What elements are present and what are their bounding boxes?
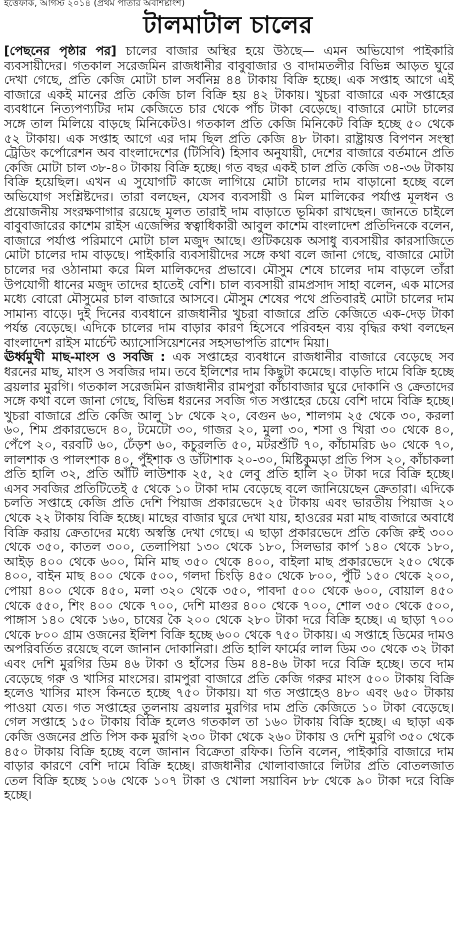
paragraph-text: চালের বাজার অস্থির হয়ে উঠছে— এমন অভিযোগ পাইকারি ব্যবসায়ীদের। গতকাল সরেজমিন রাজধানীর বাবুবাজার ও বাদামতলীর বিভিন্ন আড়ত ঘুরে দেখা গেছে, প্রতি কেজি মোটা চাল সর্বনিম্ন ৪৪ টাকায় বিক্রি হচ্ছে। এক সপ্তাহ আগে এই বাজারে একই মানের প্রতি কেজি চাল বিক্রি হয় ৪২ টাকায়। খুচরা বাজারে এক সপ্তাহের ব্যবধানে নিত্যপণ্যটির দাম কেজিতে চার থেকে পাঁচ টাকা বেড়েছে। বাজারে মোটা চালের সঙ্গে তাল মিলিয়ে বাড়ছে মিনিকেটও। গতকাল প্রতি কেজি মিনিকেট বিক্রি হচ্ছে ৫০ থেকে ৫২ টাকায়। এক সপ্তাহ আগে এর দাম ছিল প্রতি কেজি ৪৮ টাকা। রাষ্ট্রায়ত্ত বিপণন সংস্থা ট্রেডিং কর্পোরেশন অব বাংলাদেশের (টিসিবি) হিসাব অনুযায়ী, দেশের বাজারে বর্তমানে প্রতি কেজি মোটা চাল ৩৮-৪০ টাকায় বিক্রি হচ্ছে। গত বছর একই চাল প্রতি কেজি ৩৪-৩৬ টাকায় বিক্রি হয়েছিল। এখন এ সুযোগটি কাজে লাগিয়ে মোটা চালের দাম বাড়ানো হচ্ছে বলে অভিযোগ সংশ্লিষ্টদের। তারা বলছেন, যেসব ব্যবসায়ী ও মিল মালিকের পর্যাপ্ত মূলধন ও প্রয়োজনীয় সংরক্ষণাগার রয়েছে মূলত তারাই দাম বাড়াতে ভূমিকা রাখছেন। জানতে চাইলে বাবুবাজারের কাশেম রাইস এজেন্সির স্বত্বাধিকারী আবুল কাশেম বাংলাদেশ প্রতিদিনকে বলেন, বাজারে পর্যাপ্ত পরিমাণে মোটা চাল মজুদ আছে। গুটিকয়েক অসাধু ব্যবসায়ীর কারসাজিতে মোটা চালের দাম বাড়ছে। পাইকারি ব্যবসায়ীদের সঙ্গে কথা বলে জানা গেছে, বাজারে মোটা চালের দর ওঠানামা করে মিল মালিকদের প্রভাবে। মৌসুম শেষে চালের দাম বাড়লে তাঁরা উপযোগী ধানের মজুদ তাদের হাতেই বেশি। চাল ব্যবসায়ী রামপ্রসাদ সাহা বলেন, এক মাসের মধ্যে বোরো মৌসুমের চাল বাজারে আসবে। মৌসুম শেষের পথে প্রতিবারই মোটা চালের দাম সামান্য বাড়ে। দুই দিনের ব্যবধানে রাজধানীর খুচরা বাজারে প্রতি কেজিতে এক-দেড় টাকা পর্যন্ত বেড়েছে। এদিকে চালের দাম বাড়ার কারণ হিসেবে পরিবহন ব্যয় বৃদ্ধির কথা বলছেন বাংলাদেশ রাইস মার্চেন্ট অ্যাসোসিয়েশনের সহসভাপতি রাশেদ মিয়া। xyxy=(4,44,454,350)
paragraph-fish-meat-vegetables xyxy=(4,350,454,802)
paragraph-rice-market xyxy=(4,44,454,350)
paragraph-text: এক সপ্তাহের ব্যবধানে রাজধানীর বাজারে বেড়েছে সব ধরনের মাছ, মাংস ও সবজির দাম। তবে ইলিশের দাম কিছুটা কমেছে। বাড়তি দামে বিক্রি হচ্ছে ব্রয়লার মুরগি। গতকাল সরেজমিন রাজধানীর রামপুরা কাঁচাবাজার ঘুরে দোকানি ও ক্রেতাদের সঙ্গে কথা বলে জানা গেছে, বিভিন্ন ধরনের সবজি গত সপ্তাহের চেয়ে বেশি দামে বিক্রি হচ্ছে। খুচরা বাজারে প্রতি কেজি আলু ১৮ থেকে ২০, বেগুন ৬০, শালগম ২৫ থেকে ৩০, করলা ৬০, শিম প্রকারভেদে ৪০, টমেটো ৩০, গাজর ২০, মুলা ৩০, শসা ও খিরা ৩০ থেকে ৪০, পেঁপে ২০, বরবটি ৬০, ঢেঁড়শ ৬০, কচুরলতি ৫০, মটরশুঁটি ৭০, কাঁচামরিচ ৬০ থেকে ৭০, লালশাক ও পালংশাক ৪০, পুঁইশাক ও ডাঁটাশাক ২০-৩০, মিষ্টিকুমড়া প্রতি পিস ২০, কাঁচাকলা প্রতি হালি ৩২, প্রতি আঁটি লাউশাক ২৫, ২৫ লেবু প্রতি হালি ২০ টাকা দরে বিক্রি হচ্ছে। এসব সবজির প্রতিটিতেই ৫ থেকে ১০ টাকা দাম বেড়েছে বলে জানিয়েছেন ক্রেতারা। এদিকে চলতি সপ্তাহে কেজি প্রতি দেশি পিয়াজ প্রকারভেদে ২৫ টাকায় এবং ভারতীয় পিয়াজ ২০ থেকে ২২ টাকায় বিক্রি হচ্ছে। মাছের বাজার ঘুরে দেখা যায়, হাওরের মরা মাছ বাজারে অবাধে বিক্রি করায় ক্রেতাদের মধ্যে অস্বস্তি দেখা গেছে। এ ছাড়া প্রকারভেদে প্রতি কেজি রুই ৩০০ থেকে ৩৫০, কাতল ৩০০, তেলাপিয়া ১৩০ থেকে ১৮০, সিলভার কার্প ১৪০ থেকে ১৮০, আইড় ৪০০ থেকে ৬০০, মিনি মাছ ৩৫০ থেকে ৪০০, বাইলা মাছ প্রকারভেদে ২৫০ থেকে ৪০০, বাইন মাছ ৪০০ থেকে ৫০০, গলদা চিংড়ি ৪৫০ থেকে ৮০০, পুঁটি ১৫০ থেকে ২০০, পোয়া ৪০০ থেকে ৪৫০, মলা ৩২০ থেকে ৩৫০, পাবদা ৫০০ থেকে ৬০০, বোয়াল ৪৫০ থেকে ৫৫০, শিং ৪০০ থেকে ৭০০, দেশি মাগুর ৪০০ থেকে ৭০০, শোল ৩৫০ থেকে ৫০০, পাঙ্গাস ১৪০ থেকে ১৬০, চাষের কৈ ২০০ থেকে ২৮০ টাকা দরে বিক্রি হচ্ছে। এ ছাড়া ৭০০ থেকে ৮০০ গ্রাম ওজনের ইলিশ বিক্রি হচ্ছে ৬০০ থেকে ৭৫০ টাকায়। এ সপ্তাহে ডিমের দামও অপরিবর্তিত রয়েছে বলে জানান দোকানিরা। প্রতি হালি ফার্মের লাল ডিম ৩০ থেকে ৩২ টাকা এবং দেশি মুরগির ডিম ৪৬ টাকা ও হাঁসের ডিম ৪৪-৪৬ টাকা দরে বিক্রি হচ্ছে। তবে দাম বেড়েছে গরু ও খাসির মাংসের। রামপুরা বাজারে প্রতি কেজি গরুর মাংস ৫০০ টাকায় বিক্রি হলেও খাসির মাংস কিনতে হচ্ছে ৭৫০ টাকায়। যা গত সপ্তাহেও ৪৮০ এবং ৬৫০ টাকায় পাওয়া যেত। গত সপ্তাহের তুলনায় ব্রয়লার মুরগির দাম প্রতি কেজিতে ১০ টাকা বেড়েছে। গেল সপ্তাহে ১৫০ টাকায় বিক্রি হলেও গতকাল তা ১৬০ টাকায় বিক্রি হচ্ছে। এ ছাড়া এক কেজি ওজনের প্রতি পিস কক মুরগি ২৩০ টাকা থেকে ২৬০ টাকায় ও দেশি মুরগি ৩৫০ থেকে ৪৫০ টাকায় বিক্রি হচ্ছে বলে জানান বিক্রেতা রফিক। তিনি বলেন, পাইকারি বাজারে দাম বাড়ার কারণে বেশি দামে বিক্রি হচ্ছে। রাজধানীর খোলাবাজারে লিটার প্রতি বোতলজাত তেল বিক্রি হচ্ছে ১০৬ থেকে ১০৭ টাকা ও খোলা সয়াবিন ৮৮ থেকে ৯০ টাকা দরে বিক্রি হচ্ছে। xyxy=(4,349,454,803)
page-header-strip: ইত্তেফাক, আগস্ট ২০১৪ (প্রথম পাতার অবশিষ্টাংশ) xyxy=(4,0,185,9)
article-headline: টালমাটাল চালের xyxy=(143,11,313,39)
subheading: ঊর্ধ্বমুখী মাছ-মাংস ও সবজি : xyxy=(4,349,166,365)
article-body xyxy=(4,44,454,936)
continued-from-marker: [পেছনের পৃষ্ঠার পর] xyxy=(4,44,117,58)
